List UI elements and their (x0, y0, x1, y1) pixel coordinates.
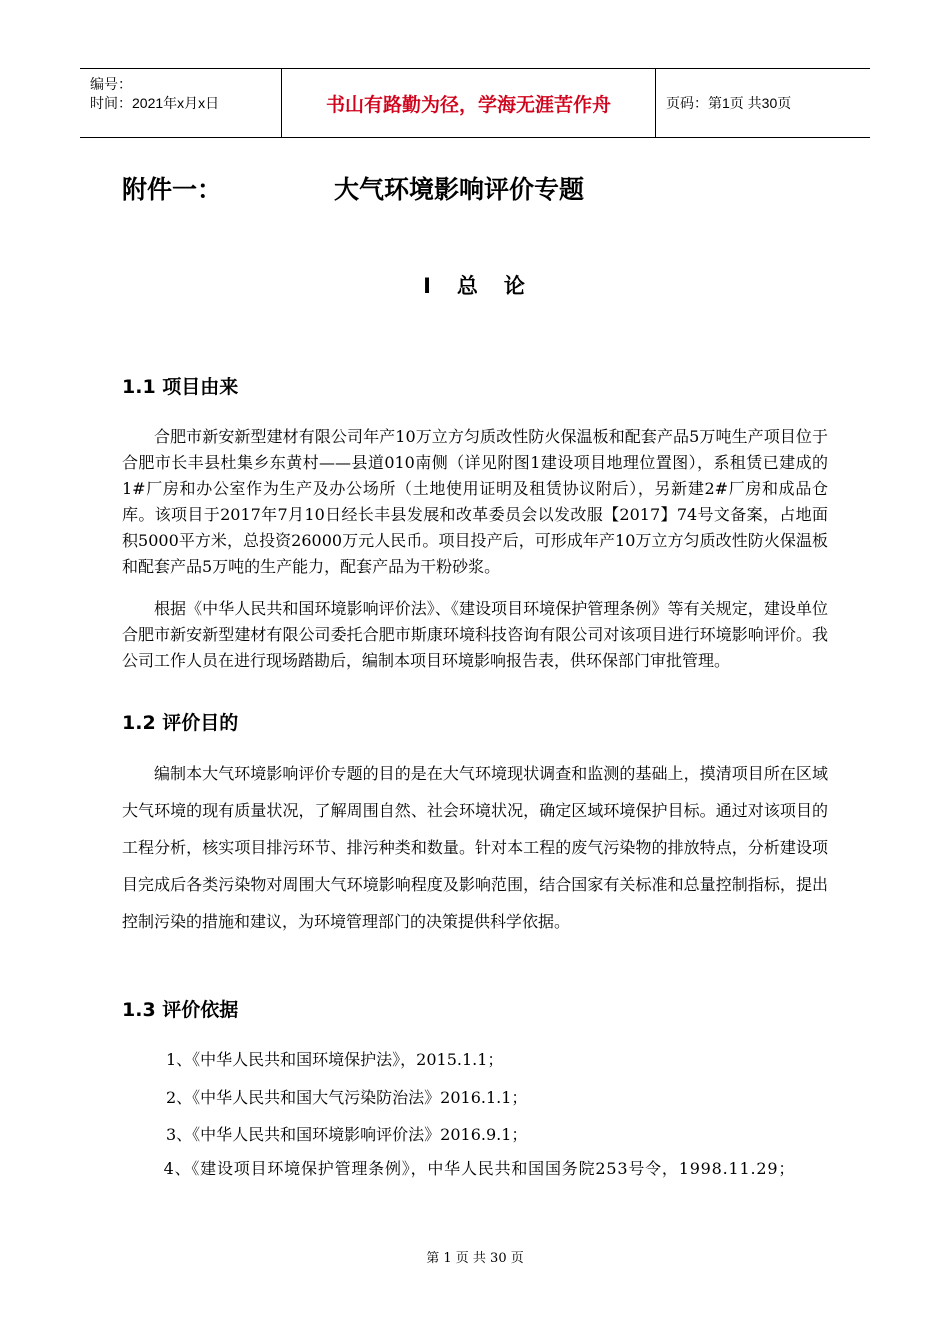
chapter-word-1: 总 (456, 274, 480, 298)
header-motto: 书山有路勤为径，学海无涯苦作舟 (282, 69, 656, 137)
chapter-heading (0, 270, 950, 300)
document-date: 时间：2021年x月x日 (90, 95, 220, 111)
section-heading-1-2: 1.2 评价目的 (122, 712, 239, 734)
paragraph-project-origin: 合肥市新安新型建材有限公司年产10万立方匀质改性防火保温板和配套产品5万吨生产项目位于合肥市长丰县杜集乡东黄村——县道010南侧（详见附图1建设项目地理位置图），系租赁已建成的1#厂房和办公室作为生产及办公场所（土地使用证明及租赁协议附后），另新建2#厂房和成品仓库。该项目于2017年7月10日经长丰县发展和改革委员会以发改服【2017】74号文备案，占地面积5000平方米，总投资26000万元人民币。项目投产后，可形成年产10万立方匀质改性防火保温板和配套产品5万吨的生产能力，配套产品为干粉砂浆。 (122, 427, 828, 576)
page-footer: 第 1 页 共 30 页 (426, 1251, 524, 1266)
document-title (122, 170, 584, 206)
reference-item: 2、《中华人民共和国大气污染防治法》2016.1.1； (166, 1088, 528, 1107)
title-main: 大气环境影响评价专题 (334, 175, 585, 204)
paragraph-legal-basis: 根据《中华人民共和国环境影响评价法》、《建设项目环境保护管理条例》等有关规定，建设单位合肥市新安新型建材有限公司委托合肥市斯康环境科技咨询有限公司对该项目进行环境影响评价。我公司工作人员在进行现场踏勘后，编制本项目环境影响报告表，供环保部门审批管理。 (122, 599, 828, 670)
chapter-number: I (423, 274, 433, 298)
reference-item: 3、《中华人民共和国环境影响评价法》2016.9.1； (166, 1125, 528, 1144)
header-page-number: 页码：第1页 共30页 (666, 95, 792, 111)
reference-item: 1、《中华人民共和国环境保护法》，2015.1.1； (166, 1050, 504, 1069)
section-heading-1-3: 1.3 评价依据 (122, 999, 239, 1021)
chapter-word-2: 论 (503, 274, 527, 298)
title-prefix: 附件一： (122, 175, 223, 204)
section-heading-1-1: 1.1 项目由来 (122, 376, 239, 398)
reference-item: 4、《建设项目环境保护管理条例》，中华人民共和国国务院253号令，1998.11.29； (163, 1159, 796, 1178)
header-table (80, 68, 870, 138)
document-number: 编号： (90, 76, 132, 92)
header-meta-cell (80, 69, 282, 137)
paragraph-evaluation-purpose: 编制本大气环境影响评价专题的目的是在大气环境现状调查和监测的基础上，摸清项目所在区域大气环境的现有质量状况，了解周围自然、社会环境状况，确定区域环境保护目标。通过对该项目的工程分析，核实项目排污环节、排污种类和数量。针对本工程的废气污染物的排放特点，分析建设项目完成后各类污染物对周围大气环境影响程度及影响范围，结合国家有关标准和总量控制指标，提出控制污染的措施和建议，为环境管理部门的决策提供科学依据。 (122, 764, 828, 931)
